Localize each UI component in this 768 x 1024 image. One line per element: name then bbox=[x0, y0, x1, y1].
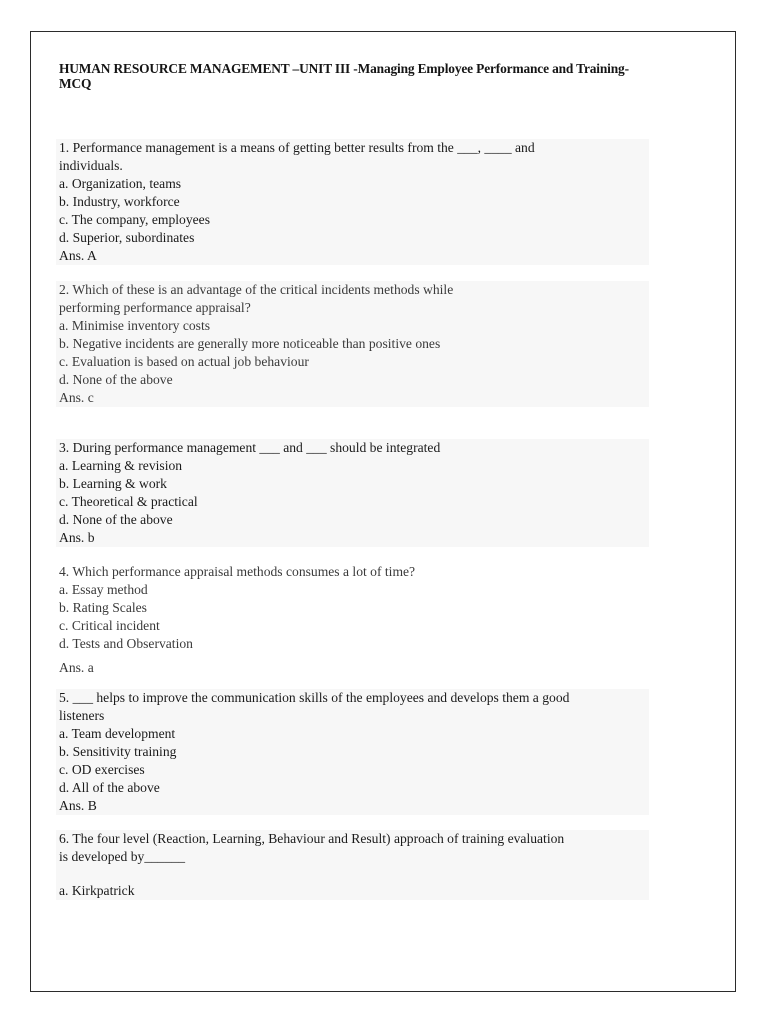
question-1-option-b: b. Industry, workforce bbox=[59, 194, 180, 209]
question-4-option-c: c. Critical incident bbox=[59, 618, 160, 633]
question-4-option-a: a. Essay method bbox=[59, 582, 148, 597]
question-3-option-c: c. Theoretical & practical bbox=[59, 494, 198, 509]
question-2-option-a: a. Minimise inventory costs bbox=[59, 318, 211, 333]
question-2-answer: Ans. c bbox=[59, 390, 94, 405]
question-1 bbox=[56, 139, 649, 265]
question-6-stem-cont: is developed by______ bbox=[59, 849, 186, 864]
question-5 bbox=[56, 689, 649, 815]
document-title: HUMAN RESOURCE MANAGEMENT –UNIT III -Managing Employee Performance and Training- MCQ bbox=[59, 61, 629, 91]
question-4-stem: 4. Which performance appraisal methods consumes a lot of time? bbox=[59, 564, 416, 579]
question-2-option-c: c. Evaluation is based on actual job behaviour bbox=[59, 354, 309, 369]
question-2-stem: 2. Which of these is an advantage of the critical incidents methods while bbox=[59, 282, 454, 297]
question-1-answer: Ans. A bbox=[59, 248, 97, 263]
question-2-option-d: d. None of the above bbox=[59, 372, 173, 387]
question-5-option-b: b. Sensitivity training bbox=[59, 744, 177, 759]
question-3 bbox=[56, 439, 649, 547]
question-1-option-a: a. Organization, teams bbox=[59, 176, 182, 191]
question-4-option-b: b. Rating Scales bbox=[59, 600, 147, 615]
question-5-stem: 5. ___ helps to improve the communication skills of the employees and develops them a good bbox=[59, 690, 570, 705]
question-3-option-b: b. Learning & work bbox=[59, 476, 167, 491]
question-4-option-d: d. Tests and Observation bbox=[59, 636, 193, 651]
question-2-stem-cont: performing performance appraisal? bbox=[59, 300, 251, 315]
question-1-stem: 1. Performance management is a means of getting better results from the ___, ____ and bbox=[59, 140, 535, 155]
question-5-answer: Ans. B bbox=[59, 798, 97, 813]
question-1-option-c: c. The company, employees bbox=[59, 212, 210, 227]
question-5-option-d: d. All of the above bbox=[59, 780, 160, 795]
question-2-option-b: b. Negative incidents are generally more noticeable than positive ones bbox=[59, 336, 441, 351]
question-4 bbox=[59, 563, 649, 677]
question-1-option-d: d. Superior, subordinates bbox=[59, 230, 195, 245]
question-6-stem: 6. The four level (Reaction, Learning, Behaviour and Result) approach of training evaluation bbox=[59, 831, 565, 846]
question-3-option-d: d. None of the above bbox=[59, 512, 173, 527]
question-3-answer: Ans. b bbox=[59, 530, 95, 545]
question-6-option-a: a. Kirkpatrick bbox=[59, 883, 135, 898]
question-4-answer: Ans. a bbox=[59, 660, 94, 675]
question-6 bbox=[56, 830, 649, 900]
question-2 bbox=[56, 281, 649, 407]
question-5-option-c: c. OD exercises bbox=[59, 762, 145, 777]
question-5-stem-cont: listeners bbox=[59, 708, 105, 723]
question-3-stem: 3. During performance management ___ and ___ should be integrated bbox=[59, 440, 441, 455]
question-3-option-a: a. Learning & revision bbox=[59, 458, 183, 473]
question-5-option-a: a. Team development bbox=[59, 726, 176, 741]
question-1-stem-cont: individuals. bbox=[59, 158, 123, 173]
